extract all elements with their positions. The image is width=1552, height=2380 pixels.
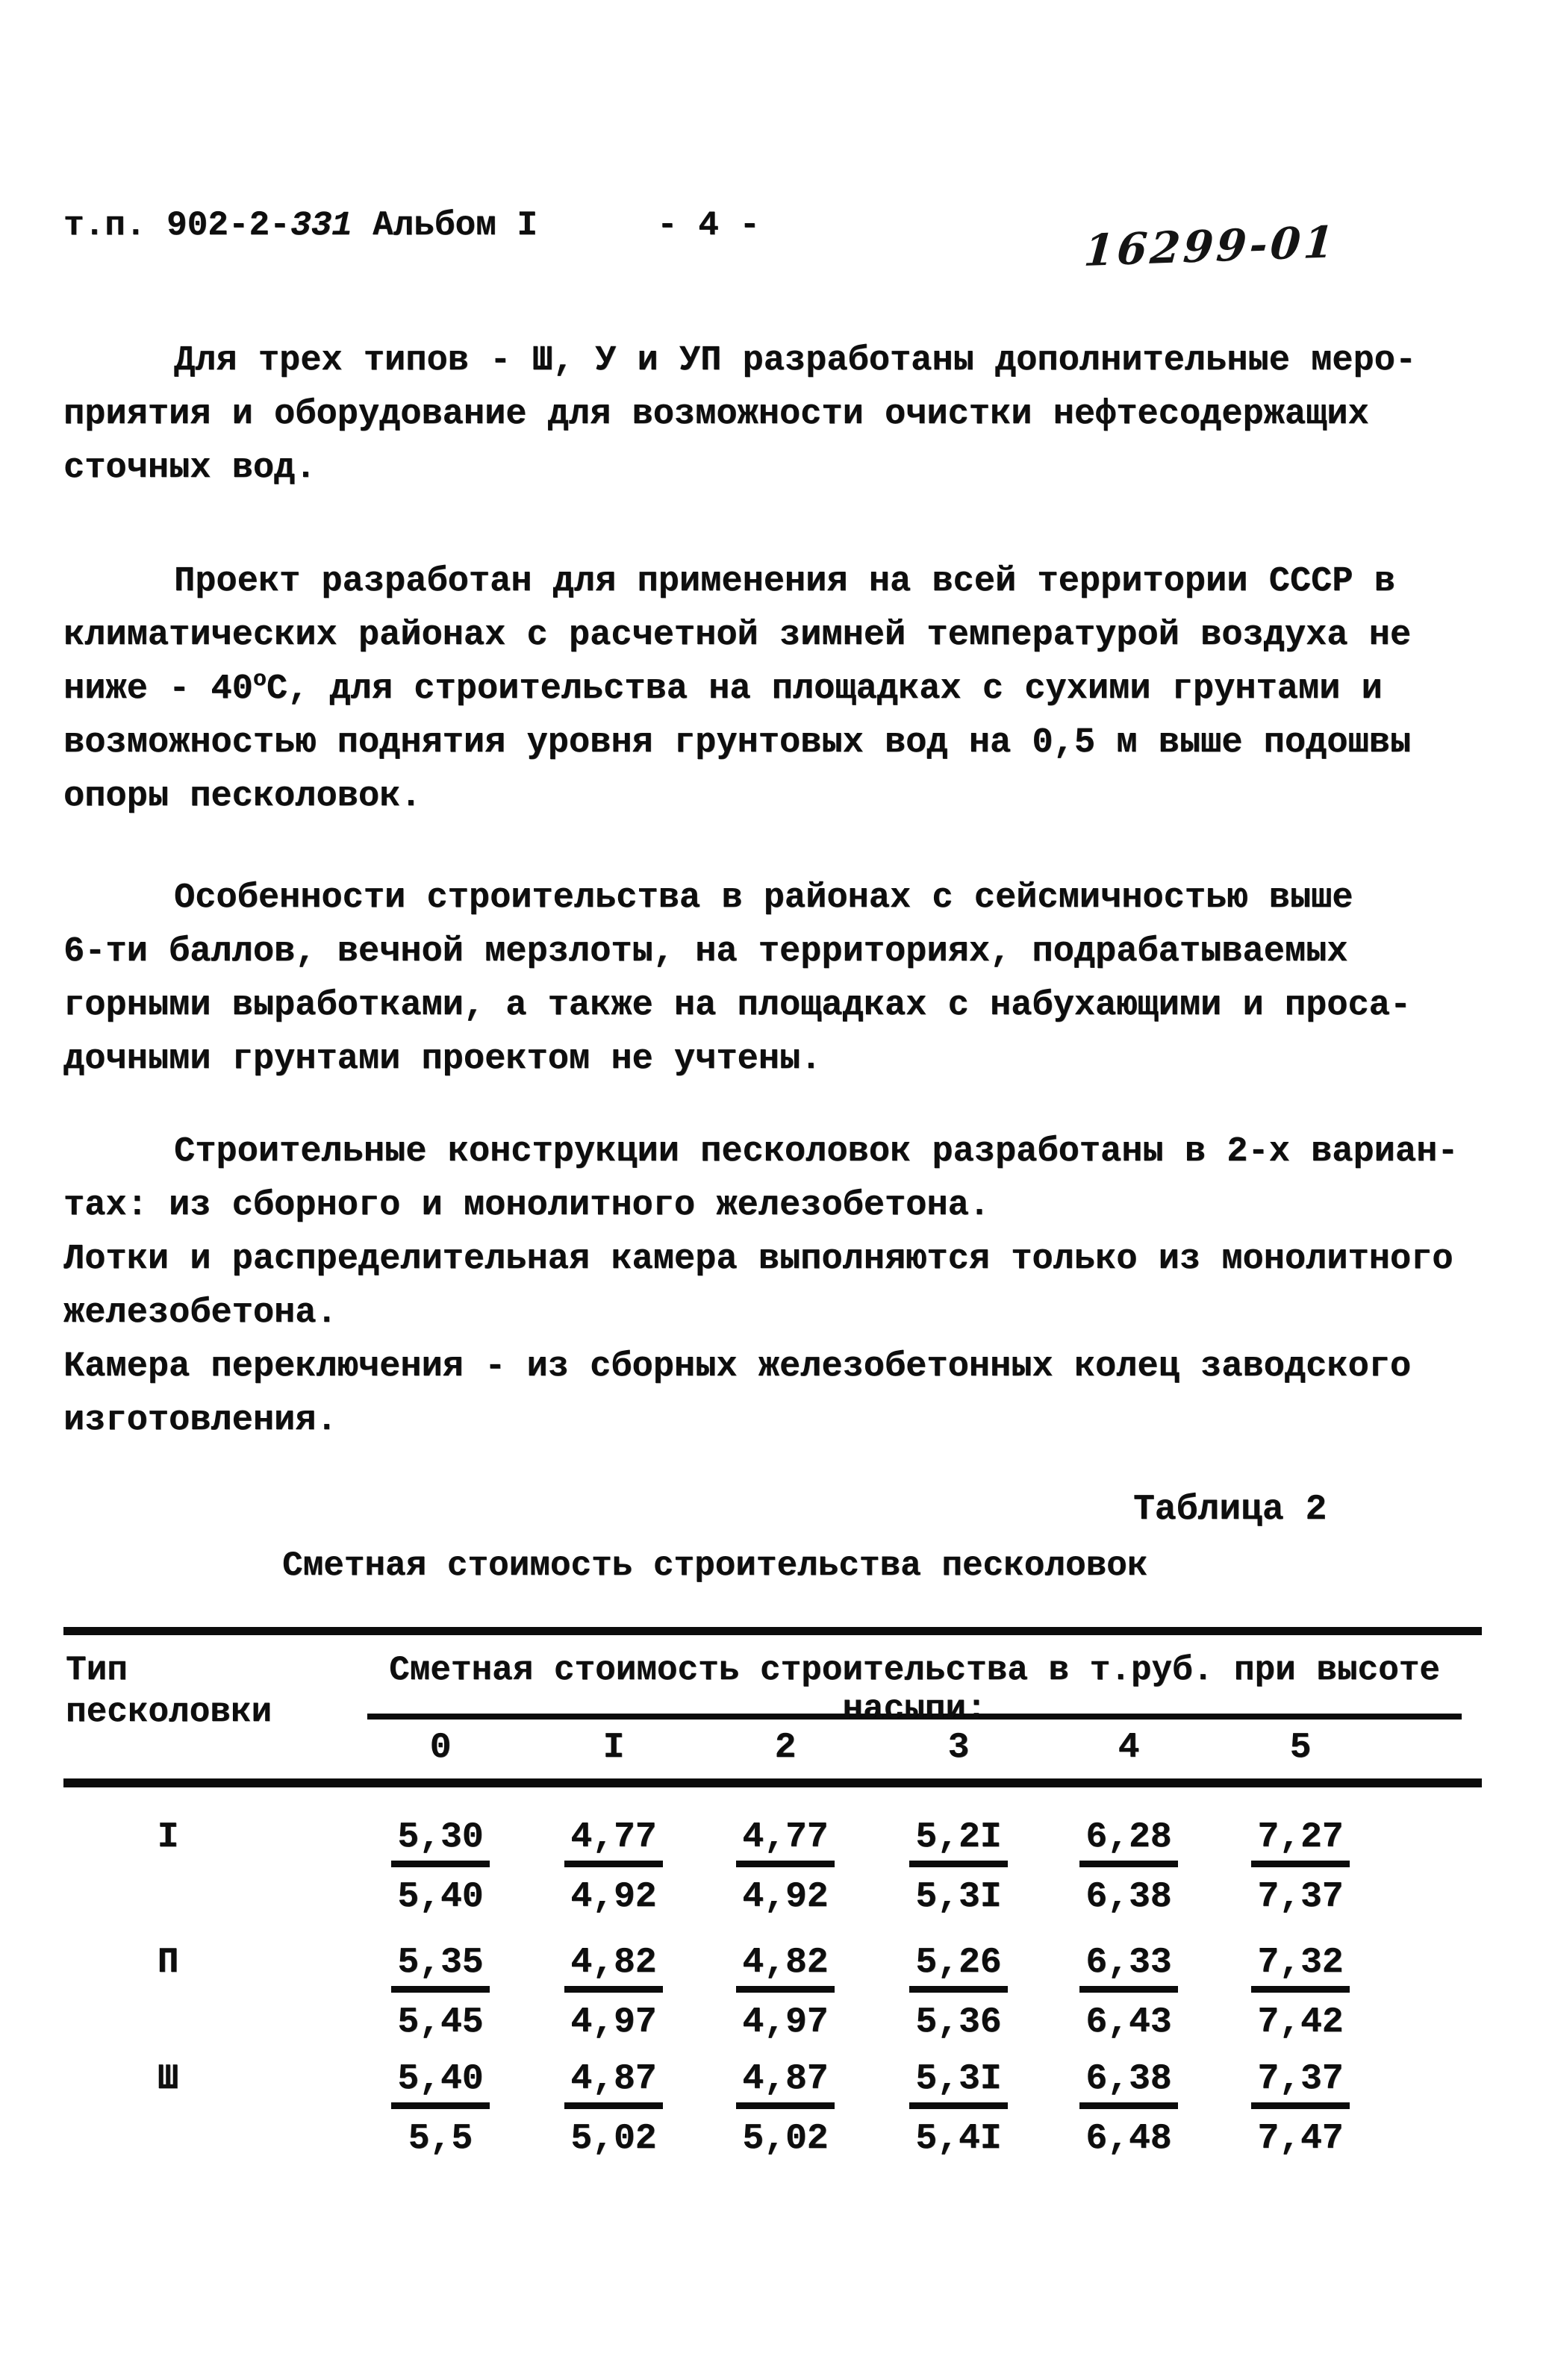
table-cell-lower: 5,02 bbox=[570, 2119, 657, 2159]
column-header-type-line1: Тип bbox=[66, 1651, 128, 1690]
paragraph-line: Проект разработан для применения на всей территории СССР в bbox=[174, 562, 1395, 602]
height-column-header: 2 bbox=[774, 1728, 797, 1768]
column-header-cost-line2: насыпи: bbox=[842, 1690, 987, 1728]
handwritten-registration-number: 16299-01 bbox=[1082, 216, 1338, 277]
paragraph-line: возможностью поднятия уровня грунтовых вод на 0,5 м выше подошвы bbox=[63, 723, 1412, 763]
row-type-label: П bbox=[157, 1943, 179, 1983]
paragraph-line: 6-ти баллов, вечной мерзлоты, на территориях, подрабатываемых bbox=[63, 932, 1348, 972]
table-cell-lower: 5,4I bbox=[915, 2119, 1002, 2159]
paragraph-line: Для трех типов - Ш, У и УП разработаны дополнительные меро- bbox=[174, 341, 1417, 381]
table-cell-lower: 6,43 bbox=[1085, 2002, 1172, 2043]
table-cell-lower: 5,36 bbox=[915, 2002, 1002, 2043]
paragraph-line: Особенности строительства в районах с сейсмичностью выше bbox=[174, 878, 1353, 918]
table-cell-upper: 5,30 bbox=[373, 1818, 508, 1867]
table-cell-lower: 4,92 bbox=[570, 1877, 657, 1917]
row-type-label: I bbox=[157, 1817, 179, 1858]
table-cell-upper: 4,87 bbox=[718, 2060, 853, 2109]
temperature-prefix: ниже - 40 bbox=[63, 669, 253, 709]
table-cell-lower: 7,37 bbox=[1257, 1877, 1344, 1917]
paragraph-line: железобетона. bbox=[63, 1293, 337, 1333]
table-cell-lower: 4,92 bbox=[742, 1877, 829, 1917]
height-column-header: 5 bbox=[1289, 1728, 1312, 1768]
table-cell-upper: 7,27 bbox=[1233, 1818, 1368, 1867]
paragraph-4 bbox=[63, 1125, 1458, 1448]
page-number: - 4 - bbox=[657, 206, 761, 245]
paragraph-line: опоры песколовок. bbox=[63, 777, 422, 816]
paragraph-3 bbox=[63, 872, 1411, 1087]
table-cell-upper: 6,33 bbox=[1062, 1943, 1196, 1993]
temperature-suffix: С, для строительства на площадках с сухими грунтами и bbox=[266, 669, 1383, 709]
table-caption: Таблица 2 bbox=[1133, 1490, 1327, 1530]
height-column-header: 4 bbox=[1118, 1728, 1140, 1768]
table-cell-upper: 4,77 bbox=[718, 1818, 853, 1867]
table-cell-lower: 7,47 bbox=[1257, 2119, 1344, 2159]
paragraph-line-with-superscript bbox=[63, 663, 1411, 716]
table-cell-upper: 7,37 bbox=[1233, 2060, 1368, 2109]
paragraph-line: Лотки и распределительная камера выполняются только из монолитного bbox=[63, 1240, 1453, 1279]
height-column-header: 0 bbox=[429, 1728, 452, 1768]
table-cell-lower: 4,97 bbox=[742, 2002, 829, 2043]
degree-superscript: о bbox=[252, 667, 267, 693]
doc-code-handwritten-part: 331 bbox=[286, 206, 357, 245]
paragraph-line: сточных вод. bbox=[63, 449, 317, 488]
table-cell-lower: 5,3I bbox=[915, 1877, 1002, 1917]
table-rule-under-header bbox=[63, 1778, 1482, 1787]
paragraph-1 bbox=[63, 334, 1416, 496]
table-cell-upper: 5,3I bbox=[891, 2060, 1026, 2109]
height-column-header: 3 bbox=[947, 1728, 970, 1768]
row-type-label: Ш bbox=[157, 2059, 179, 2099]
paragraph-line: тах: из сборного и монолитного железобетона. bbox=[63, 1186, 991, 1225]
table-cell-upper: 4,77 bbox=[546, 1818, 681, 1867]
paragraph-line: изготовления. bbox=[63, 1401, 337, 1440]
table-title: Сметная стоимость строительства песколовок bbox=[282, 1546, 1148, 1585]
column-header-cost-line1: Сметная стоимость строительства в т.руб. при высоте bbox=[389, 1651, 1440, 1690]
paragraph-line: дочными грунтами проектом не учтены. bbox=[63, 1040, 822, 1079]
table-cell-lower: 7,42 bbox=[1257, 2002, 1344, 2043]
table-cell-upper: 4,87 bbox=[546, 2060, 681, 2109]
table-cell-upper: 4,82 bbox=[718, 1943, 853, 1993]
paragraph-line: Строительные конструкции песколовок разработаны в 2-х вариан- bbox=[174, 1132, 1459, 1172]
paragraph-line: Камера переключения - из сборных железобетонных колец заводского bbox=[63, 1347, 1412, 1387]
table-rule-top bbox=[63, 1627, 1482, 1635]
paragraph-2 bbox=[63, 555, 1411, 824]
doc-code-typed-suffix: Альбом I bbox=[352, 206, 537, 245]
height-column-header: I bbox=[602, 1728, 625, 1768]
table-cell-upper: 6,28 bbox=[1062, 1818, 1196, 1867]
table-cell-upper: 5,26 bbox=[891, 1943, 1026, 1993]
doc-code-typed-prefix: т.п. 902-2- bbox=[63, 206, 290, 245]
table-cell-lower: 5,5 bbox=[408, 2119, 473, 2159]
table-cell-lower: 4,97 bbox=[570, 2002, 657, 2043]
table-cell-upper: 5,2I bbox=[891, 1818, 1026, 1867]
table-cell-upper: 4,82 bbox=[546, 1943, 681, 1993]
doc-code bbox=[63, 203, 537, 248]
table-cell-lower: 5,40 bbox=[397, 1877, 484, 1917]
table-cell-lower: 5,45 bbox=[397, 2002, 484, 2043]
table-cell-upper: 5,40 bbox=[373, 2060, 508, 2109]
paragraph-line: климатических районах с расчетной зимней температурой воздуха не bbox=[63, 616, 1412, 655]
column-header-type-line2: песколовки bbox=[66, 1693, 272, 1731]
paragraph-line: приятия и оборудование для возможности очистки нефтесодержащих bbox=[63, 395, 1369, 434]
table-cell-upper: 6,38 bbox=[1062, 2060, 1196, 2109]
table-cell-lower: 5,02 bbox=[742, 2119, 829, 2159]
table-cell-lower: 6,48 bbox=[1085, 2119, 1172, 2159]
table-cell-upper: 5,35 bbox=[373, 1943, 508, 1993]
table-cell-lower: 6,38 bbox=[1085, 1877, 1172, 1917]
paragraph-line: горными выработками, а также на площадках с набухающими и проса- bbox=[63, 986, 1412, 1025]
table-cell-upper: 7,32 bbox=[1233, 1943, 1368, 1993]
